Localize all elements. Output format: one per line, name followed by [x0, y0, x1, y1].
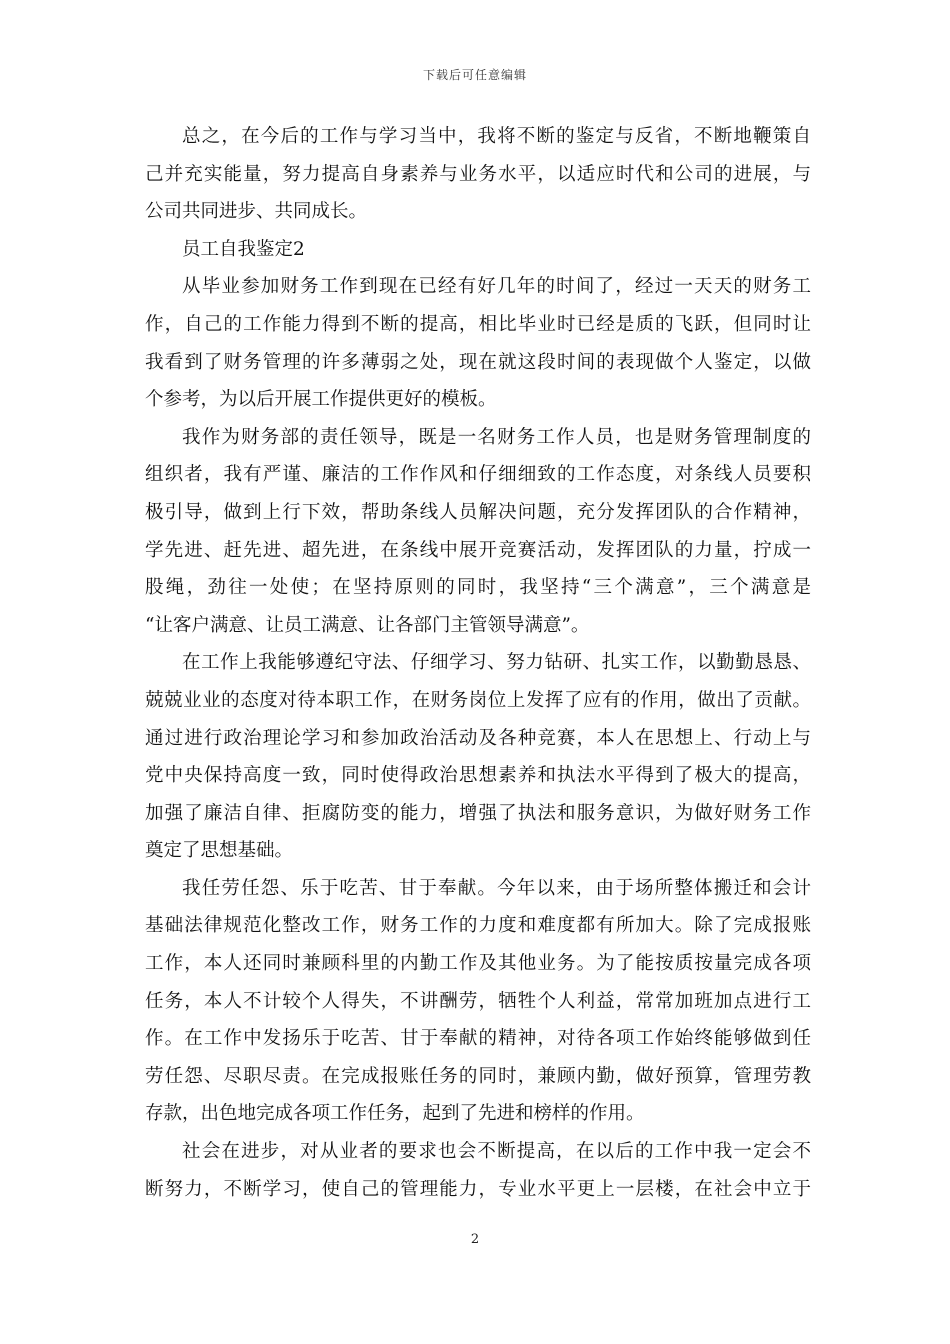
paragraph: [145, 268, 811, 418]
text-line: 员工自我鉴定2: [182, 238, 305, 260]
paragraph: [145, 644, 811, 870]
text-line: 奠定了思想基础。: [145, 840, 294, 862]
text-line: 作。在工作中发扬乐于吃苦、甘于奉献的精神，对待各项工作始终能够做到任: [145, 1028, 811, 1050]
document-body: [145, 118, 811, 1208]
text-line: 个参考，为以后开展工作提供更好的模板。: [145, 389, 497, 411]
text-line: 社会在进步，对从业者的要求也会不断提高，在以后的工作中我一定会不: [182, 1141, 811, 1163]
text-line: 我看到了财务管理的许多薄弱之处，现在就这段时间的表现做个人鉴定，以做: [145, 351, 811, 373]
paragraph: [145, 1133, 811, 1208]
text-line: 劳任怨、尽职尽责。在完成报账任务的同时，兼顾内勤，做好预算，管理劳教: [145, 1065, 811, 1087]
text-line: 断努力，不断学习，使自己的管理能力，专业水平更上一层楼，在社会中立于: [145, 1178, 811, 1200]
paragraph: [145, 231, 811, 269]
text-line: 我作为财务部的责任领导，既是一名财务工作人员，也是财务管理制度的: [182, 426, 811, 448]
text-line: 股绳，劲往一处使；在坚持原则的同时，我坚持“三个满意”，三个满意是: [145, 577, 811, 599]
text-line: 通过进行政治理论学习和参加政治活动及各种竞赛，本人在思想上、行动上与: [145, 727, 811, 749]
text-line: 工作，本人还同时兼顾科里的内勤工作及其他业务。为了能按质按量完成各项: [145, 953, 811, 975]
text-line: 任务，本人不计较个人得失，不讲酬劳，牺牲个人利益，常常加班加点进行工: [145, 990, 811, 1012]
paragraph: [145, 118, 811, 231]
text-line: 作，自己的工作能力得到不断的提高，相比毕业时已经是质的飞跃，但同时让: [145, 313, 811, 335]
text-line: 加强了廉洁自律、拒腐防变的能力，增强了执法和服务意识，为做好财务工作: [145, 802, 811, 824]
text-line: 组织者，我有严谨、廉洁的工作作风和仔细细致的工作态度，对条线人员要积: [145, 464, 811, 486]
text-line: 存款，出色地完成各项工作任务，起到了先进和榜样的作用。: [145, 1103, 645, 1125]
paragraph: [145, 419, 811, 645]
text-line: 己并充实能量，努力提高自身素养与业务水平，以适应时代和公司的进展，与: [145, 163, 811, 185]
text-line: 总之，在今后的工作与学习当中，我将不断的鉴定与反省，不断地鞭策自: [182, 126, 811, 147]
paragraph: [145, 870, 811, 1133]
page-header: 下载后可任意编辑: [422, 68, 527, 82]
text-line: 学先进、赶先进、超先进，在条线中展开竞赛活动，发挥团队的力量，拧成一: [145, 539, 811, 561]
text-line: 极引导，做到上行下效，帮助条线人员解决问题，充分发挥团队的合作精神，: [145, 501, 811, 523]
text-line: 基础法律规范化整改工作，财务工作的力度和难度都有所加大。除了完成报账: [145, 915, 811, 937]
text-line: “让客户满意、让员工满意、让各部门主管领导满意”。: [145, 614, 590, 636]
text-line: 兢兢业业的态度对待本职工作，在财务岗位上发挥了应有的作用，做出了贡献。: [145, 689, 811, 711]
text-line: 在工作上我能够遵纪守法、仔细学习、努力钻研、扎实工作，以勤勤恳恳、: [182, 652, 811, 674]
text-line: 从毕业参加财务工作到现在已经有好几年的时间了，经过一天天的财务工: [182, 276, 811, 298]
text-line: 党中央保持高度一致，同时使得政治思想素养和执法水平得到了极大的提高，: [145, 765, 811, 787]
page-number: 2: [470, 1232, 480, 1247]
text-line: 我任劳任怨、乐于吃苦、甘于奉献。今年以来，由于场所整体搬迁和会计: [182, 877, 811, 899]
text-line: 公司共同进步、共同成长。: [145, 201, 368, 223]
